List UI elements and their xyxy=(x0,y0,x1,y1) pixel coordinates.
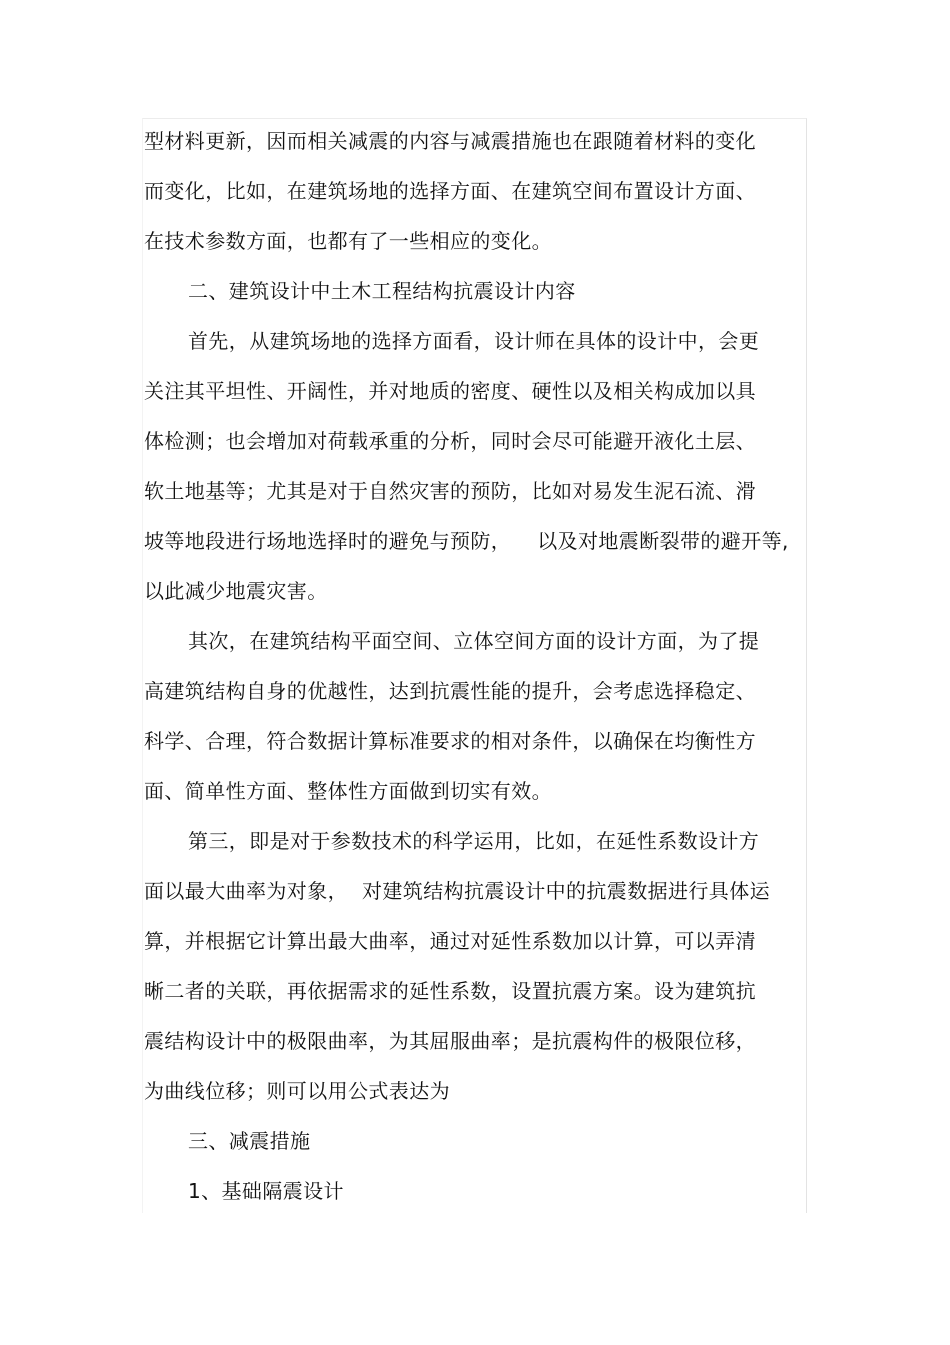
text-line: 首先，从建筑场地的选择方面看，设计师在具体的设计中，会更 xyxy=(188,329,760,353)
section-heading: 三、减震措施 xyxy=(188,1129,311,1153)
text-line: 科学、合理，符合数据计算标准要求的相对条件，以确保在均衡性方 xyxy=(144,729,756,753)
text-line: 软土地基等；尤其是对于自然灾害的预防，比如对易发生泥石流、滑 xyxy=(144,479,756,503)
text-line: 体检测；也会增加对荷载承重的分析，同时会尽可能避开液化土层、 xyxy=(144,429,756,453)
subsection-heading: 1、基础隔震设计 xyxy=(188,1179,344,1203)
text-line: 关注其平坦性、开阔性，并对地质的密度、硬性以及相关构成加以具 xyxy=(144,379,756,403)
section-heading: 二、建筑设计中土木工程结构抗震设计内容 xyxy=(188,279,576,303)
text-line: 高建筑结构自身的优越性，达到抗震性能的提升，会考虑选择稳定、 xyxy=(144,679,756,703)
text-line: 算，并根据它计算出最大曲率，通过对延性系数加以计算，可以弄清 xyxy=(144,929,756,953)
text-line: 而变化，比如，在建筑场地的选择方面、在建筑空间布置设计方面、 xyxy=(144,179,756,203)
text-line: 为曲线位移；则可以用公式表达为 xyxy=(144,1079,450,1103)
text-line: 坡等地段进行场地选择时的避免与预防， 以及对地震断裂带的避开等, xyxy=(144,529,789,553)
text-line: 晰二者的关联，再依据需求的延性系数，设置抗震方案。设为建筑抗 xyxy=(144,979,756,1003)
text-line: 第三，即是对于参数技术的科学运用，比如，在延性系数设计方 xyxy=(188,829,760,853)
text-line: 以此减少地震灾害。 xyxy=(144,579,328,603)
text-line: 面、简单性方面、整体性方面做到切实有效。 xyxy=(144,779,552,803)
text-line: 型材料更新，因而相关减震的内容与减震措施也在跟随着材料的变化 xyxy=(144,129,756,153)
text-line: 其次，在建筑结构平面空间、立体空间方面的设计方面，为了提 xyxy=(188,629,760,653)
text-line: 面以最大曲率为对象， 对建筑结构抗震设计中的抗震数据进行具体运 xyxy=(144,879,770,903)
text-line: 震结构设计中的极限曲率，为其屈服曲率；是抗震构件的极限位移， xyxy=(144,1029,756,1053)
text-line: 在技术参数方面，也都有了一些相应的变化。 xyxy=(144,229,552,253)
